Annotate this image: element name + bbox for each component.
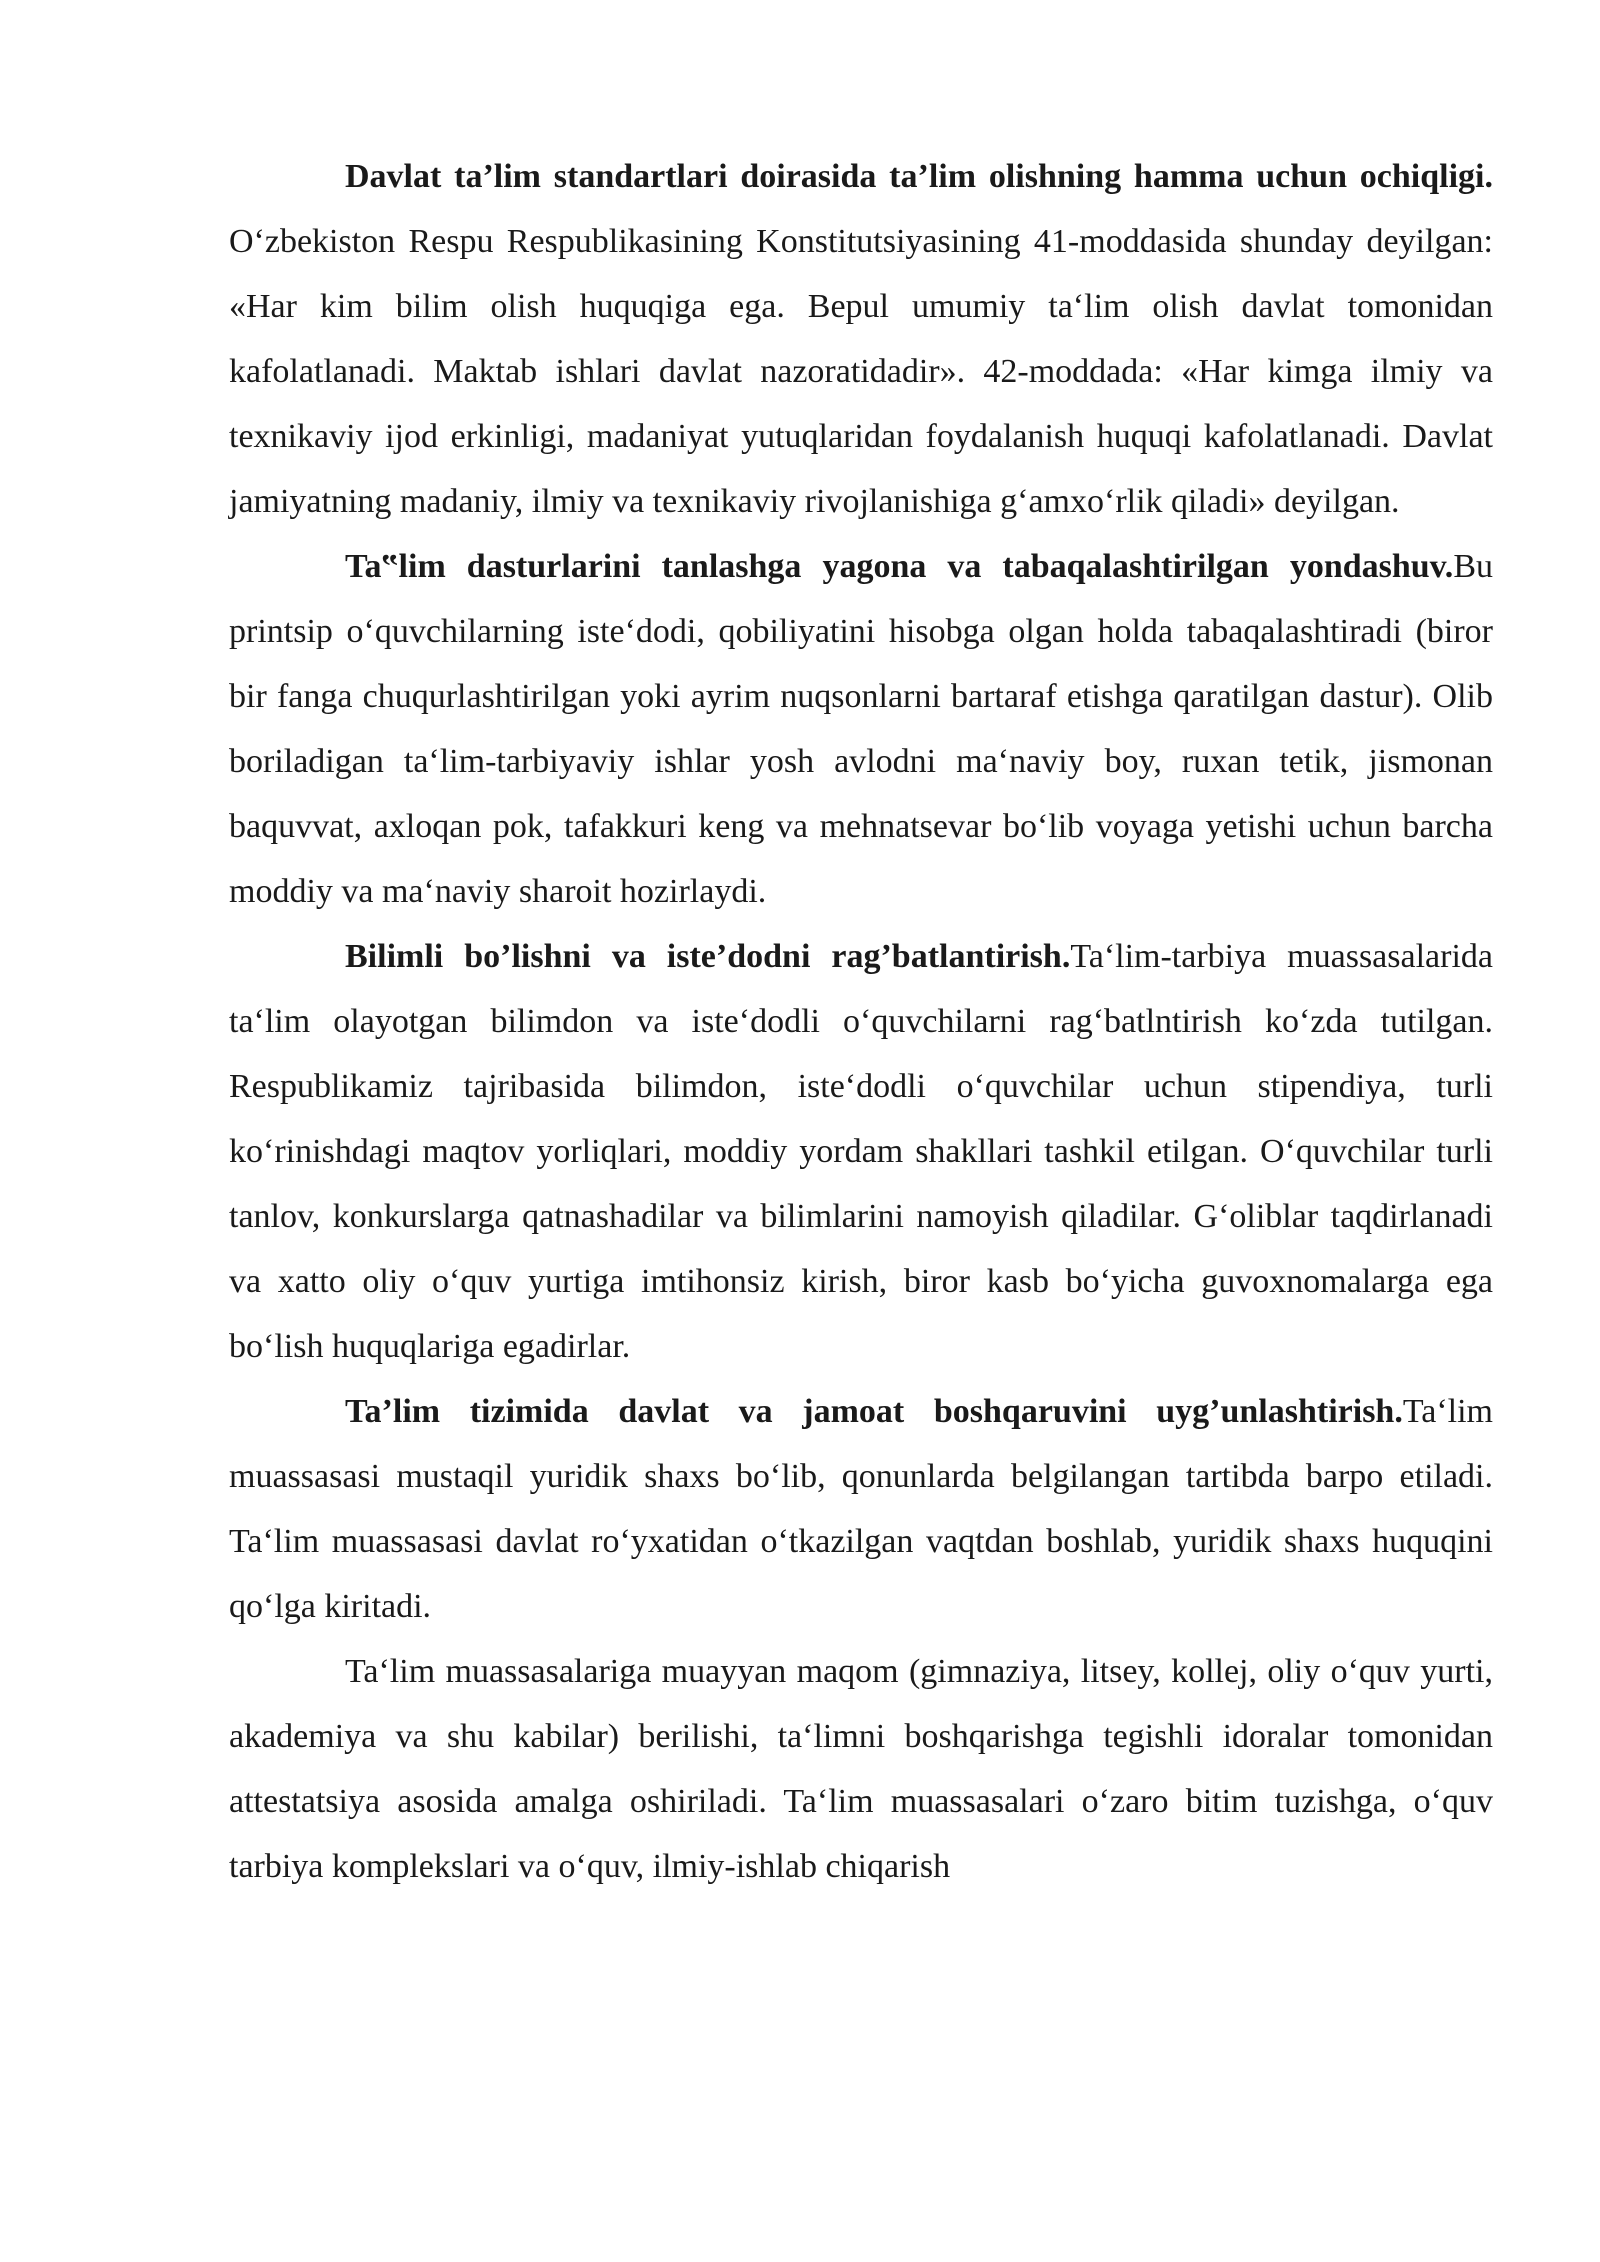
paragraph-body: Ta‘lim muassasalariga muayyan maqom (gimnaziya, litsey, kollej, oliy o‘quv yurti, akademiya va shu kabilar) berilishi, ta‘limni boshqarishga tegishli idoralar tomonidan attestatsiya asosida amalga oshiriladi. Ta‘lim muassasalari o‘zaro bitim tuzishga, o‘quv tarbiya komplekslari va o‘quv, ilmiy-ishlab chiqarish (229, 1653, 1493, 1885)
paragraph-heading: Ta‟lim dasturlarini tanlashga yagona va tabaqalashtirilgan yondashuv. (345, 548, 1454, 585)
paragraph-institution-status (229, 1639, 1493, 1899)
paragraph-heading: Ta’lim tizimida davlat va jamoat boshqaruvini uyg’unlashtirish. (345, 1393, 1403, 1430)
paragraph-talent-encouragement (229, 924, 1493, 1379)
paragraph-heading: Bilimli bo’lishni va iste’dodni rag’batlantirish. (345, 938, 1071, 975)
paragraph-body: Ta‘lim-tarbiya muassasalarida ta‘lim olayotgan bilimdon va iste‘dodli o‘quvchilarni rag‘batlntirish ko‘zda tutilgan. Respublikamiz tajribasida bilimdon, iste‘dodli o‘quvchilar uchun stipendiya, turli ko‘rinishdagi maqtov yorliqlari, moddiy yordam shakllari tashkil etilgan. O‘quvchilar turli tanlov, konkurslarga qatnashadilar va bilimlarini namoyish qiladilar. G‘oliblar taqdirlanadi va xatto oliy o‘quv yurtiga imtihonsiz kirish, biror kasb bo‘yicha guvoxnomalarga ega bo‘lish huquqlariga egadirlar. (229, 938, 1493, 1365)
paragraph-open-access (229, 144, 1493, 534)
paragraph-body: Ta‘lim muassasasi mustaqil yuridik shaxs bo‘lib, qonunlarda belgilangan tartibda barpo etiladi. Ta‘lim muassasasi davlat ro‘yxatidan o‘tkazilgan vaqtdan boshlab, yuridik shaxs huquqini qo‘lga kiritadi. (229, 1393, 1493, 1625)
paragraph-governance (229, 1379, 1493, 1639)
paragraph-heading: Davlat ta’lim standartlari doirasida ta’lim olishning hamma uchun ochiqligi. (345, 158, 1493, 195)
document-page (229, 144, 1493, 1899)
paragraph-body: Bu printsip o‘quvchilarning iste‘dodi, qobiliyatini hisobga olgan holda tabaqalashtiradi (biror bir fanga chuqurlashtirilgan yoki ayrim nuqsonlarni bartaraf etishga qaratilgan dastur). Olib boriladigan ta‘lim-tarbiyaviy ishlar yosh avlodni ma‘naviy boy, ruxan tetik, jismonan baquvvat, axloqan pok, tafakkuri keng va mehnatsevar bo‘lib voyaga yetishi uchun barcha moddiy va ma‘naviy sharoit hozirlaydi. (229, 548, 1493, 910)
paragraph-body: O‘zbekiston Respu Respublikasining Konstitutsiyasining 41-moddasida shunday deyilgan: «Har kim bilim olish huquqiga ega. Bepul umumiy ta‘lim olish davlat tomonidan kafolatlanadi. Maktab ishlari davlat nazoratidadir». 42-moddada: «Har kimga ilmiy va texnikaviy ijod erkinligi, madaniyat yutuqlaridan foydalanish huquqi kafolatlanadi. Davlat jamiyatning madaniy, ilmiy va texnikaviy rivojlanishiga g‘amxo‘rlik qiladi» deyilgan. (229, 223, 1493, 520)
paragraph-program-choice (229, 534, 1493, 924)
